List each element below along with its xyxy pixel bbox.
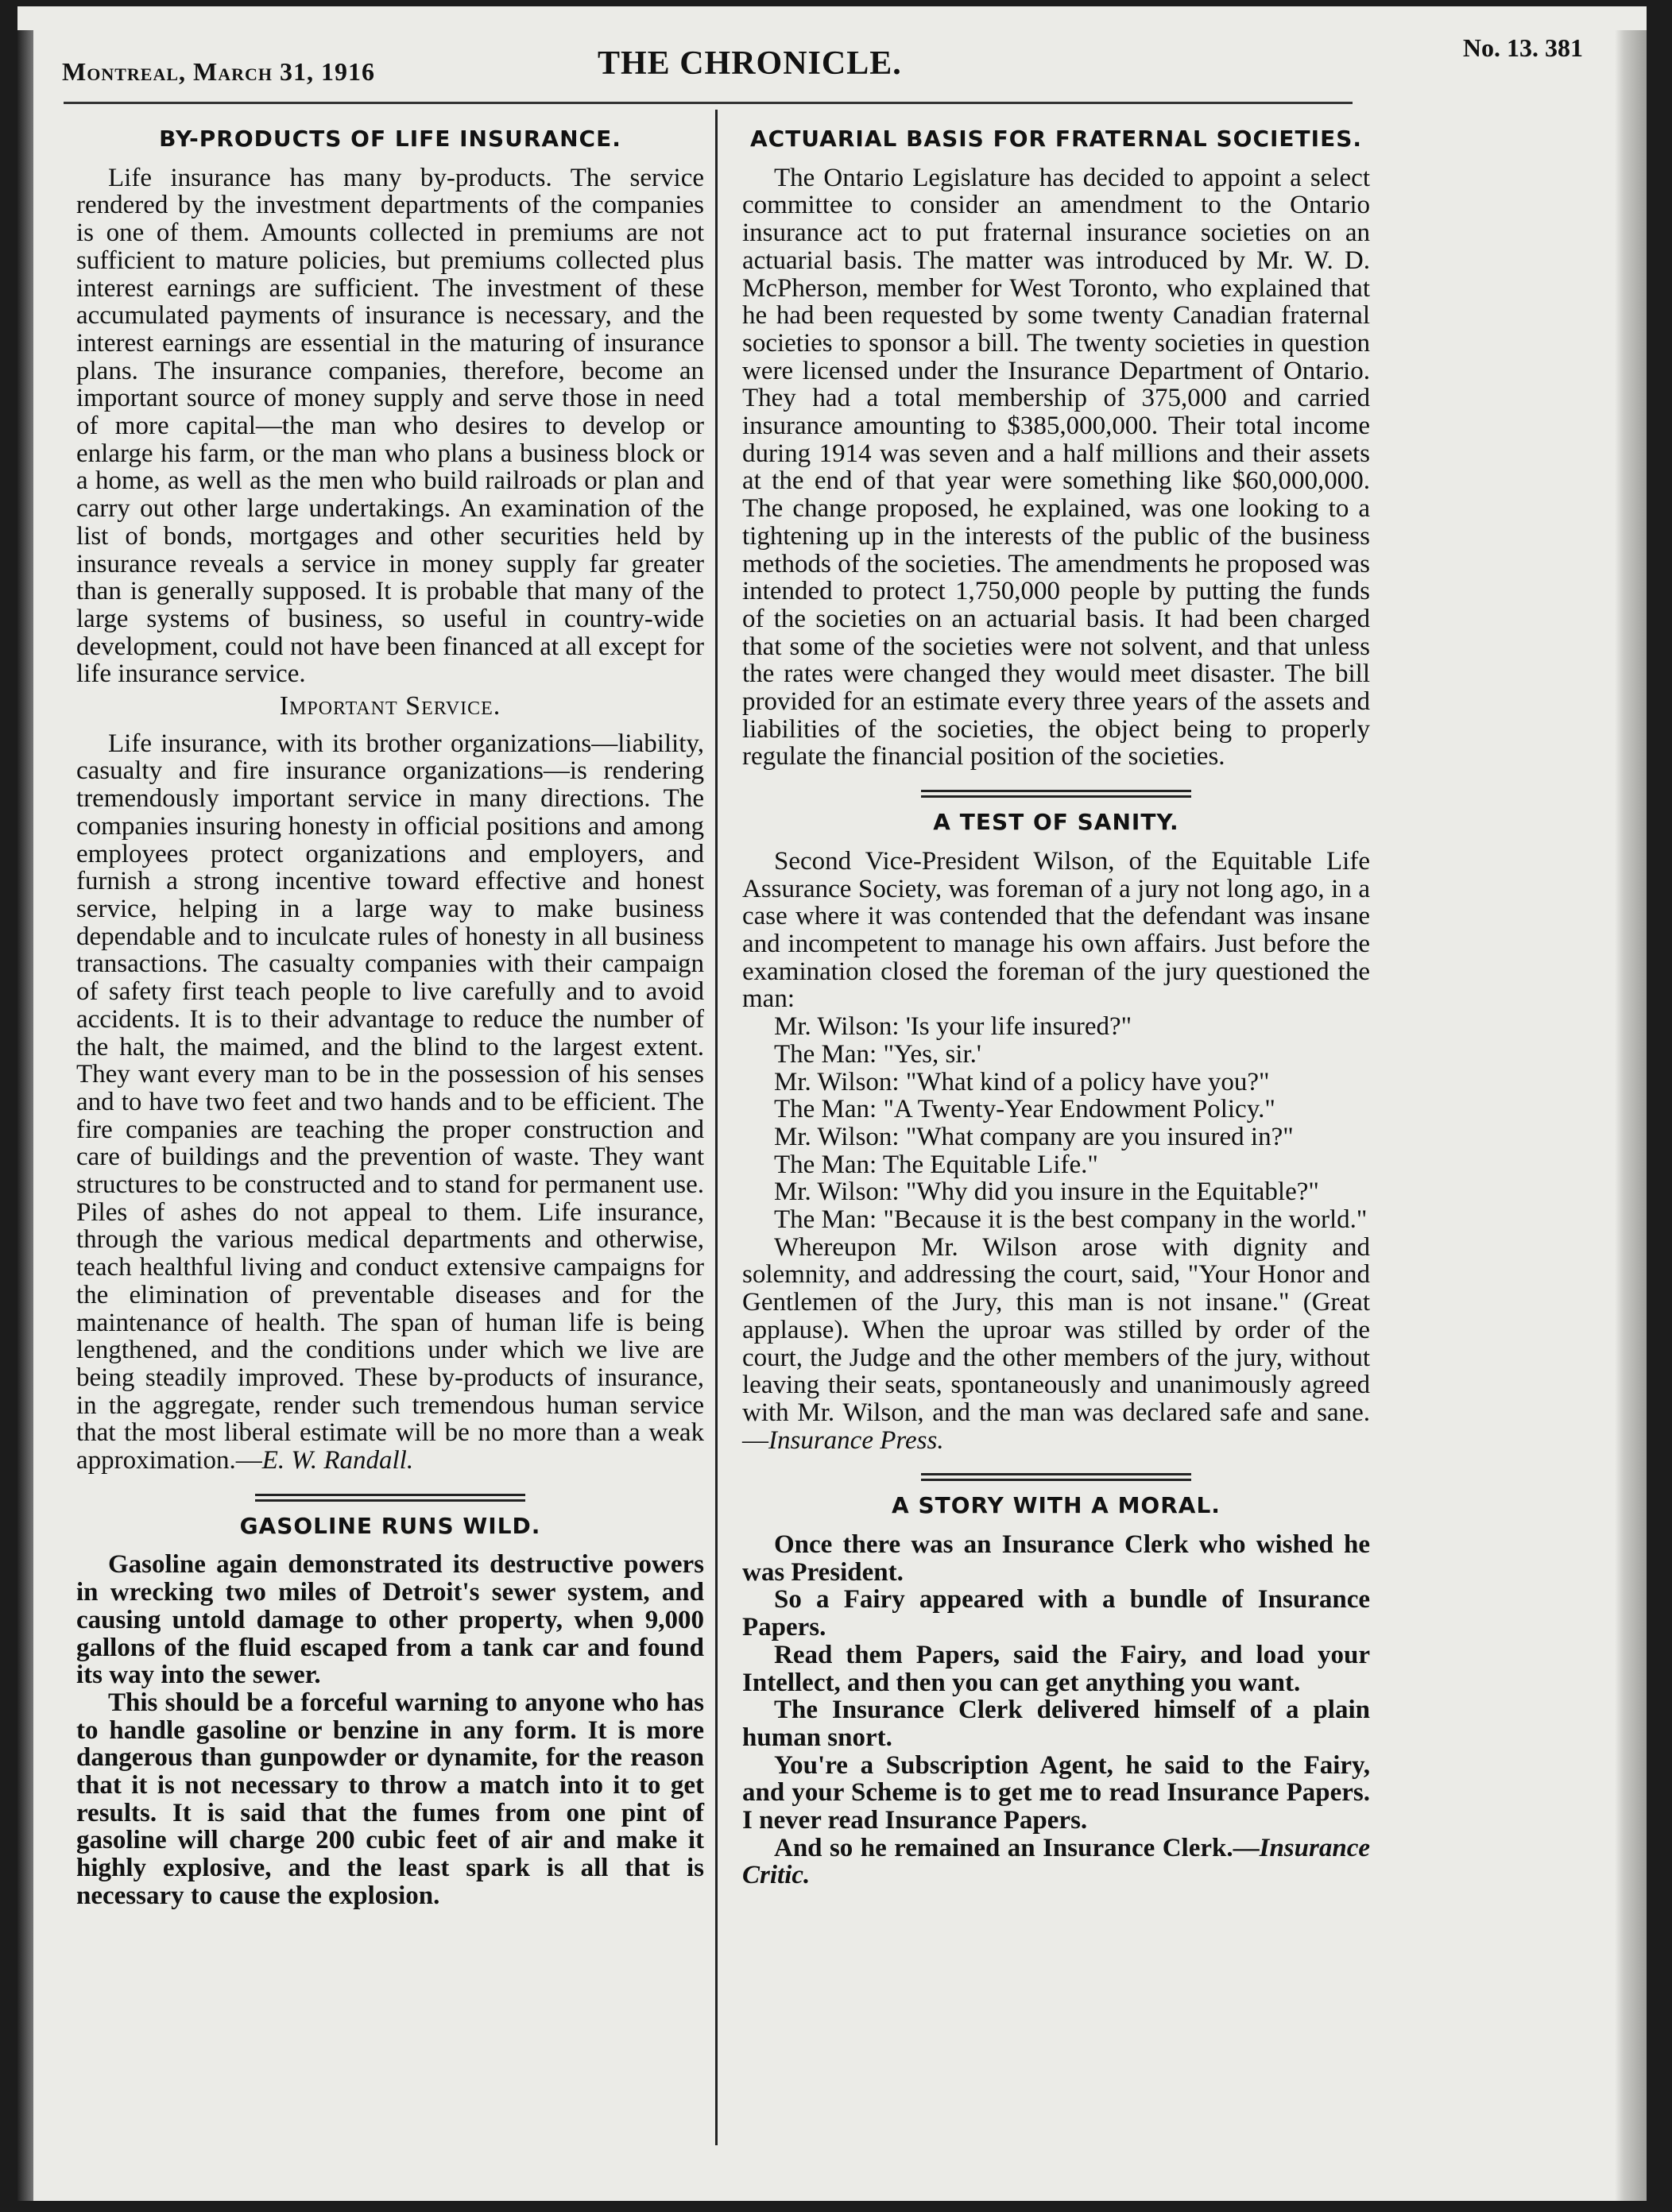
article-paragraph: You're a Subscription Agent, he said to the Fairy, and your Scheme is to get me to read Insurance Papers. I never read Insurance Papers. [742, 1750, 1370, 1835]
dialog-line: Mr. Wilson: "Why did you insure in the Equitable?" [774, 1178, 1319, 1207]
paragraph-text: And so he remained an Insurance Clerk.— [774, 1833, 1260, 1862]
paragraph-text: Whereupon Mr. Wilson arose with dignity and solemnity, and addressing the court, said, "Your Honor and Gentlemen of the Jury, this man is not insane." (Great applause). When the uproar was stilled by order of the court, the Judge and the other members of the jury, without leaving their seats, spontaneously and unanimously agreed with Mr. Wilson, and the man was declared safe and sane.— [742, 1232, 1370, 1455]
article-paragraph: Read them Papers, said the Fairy, and load your Intellect, and then you can get anything you want. [742, 1640, 1370, 1697]
article-subheading: Important Service. [279, 691, 501, 721]
page-left-edge [17, 30, 33, 2201]
article-title-sanity: A TEST OF SANITY. [933, 809, 1179, 836]
dialog-line: The Man: "A Twenty-Year Endowment Policy." [774, 1095, 1275, 1124]
dialog-line: Mr. Wilson: 'Is your life insured?" [774, 1012, 1132, 1042]
dialog-line: The Man: The Equitable Life." [774, 1150, 1098, 1179]
section-separator [255, 1494, 525, 1502]
header-rule [64, 102, 1353, 104]
section-separator [921, 1473, 1191, 1481]
dialog-line: The Man: "Because it is the best company in the world." [774, 1205, 1368, 1235]
article-paragraph: Once there was an Insurance Clerk who wished he was President. [742, 1530, 1370, 1587]
article-paragraph: Second Vice-President Wilson, of the Equitable Life Assurance Society, was foreman of a jury not long ago, in a case where it was contended that the defendant was insane and incompetent to manage his own affairs. Just before the examination closed the foreman of the jury questioned the man: [742, 846, 1370, 1014]
article-title-story: A STORY WITH A MORAL. [892, 1492, 1221, 1519]
gasoline-article-body [76, 1551, 704, 1909]
running-header [57, 29, 1615, 92]
dialog-line: Mr. Wilson: "What company are you insured in?" [774, 1122, 1294, 1151]
left-column [76, 126, 704, 2153]
article-paragraph [742, 1234, 1370, 1455]
right-column [742, 126, 1370, 2153]
article-paragraph: So a Fairy appeared with a bundle of Insurance Papers. [742, 1585, 1370, 1642]
header-masthead: THE CHRONICLE. [598, 45, 902, 82]
article-title-by-products: BY-PRODUCTS OF LIFE INSURANCE. [159, 126, 621, 152]
article-signature: Insurance Critic. [742, 1833, 1370, 1890]
story-article-body [742, 1531, 1370, 1889]
sanity-article-body [742, 848, 1370, 1454]
article-paragraph: The Insurance Clerk delivered himself of a plain human snort. [742, 1696, 1370, 1752]
newspaper-page [17, 6, 1647, 2201]
dialog-line: The Man: "Yes, sir.' [774, 1039, 981, 1069]
article-paragraph: The Ontario Legislature has decided to appoint a select committee to consider an amendment to the Ontario insurance act to put fraternal insurance societies on an actuarial basis. The matter was introduced by Mr. W. D. McPherson, member for West Toronto, who explained that he had been requested by some twenty Canadian fraternal societies to sponsor a bill. The twenty societies in question were licensed under the Insurance Department of Ontario. They had a total membership of 375,000 and carried insurance amounting to $385,000,000. Their total income during 1914 was seven and a half millions and their assets at the end of that year were something like $60,000,000. The change proposed, he explained, was one looking to a tightening up in the interests of the public of the business methods of the societies. The amendments he proposed was intended to protect 1,750,000 people by putting the funds of the societies on an actuarial basis. It had been charged that some of the societies were not solvent, and that unless the rates were changed they would meet disaster. The bill provided for an estimate every three years of the assets and liabilities of the societies, the object being to properly regulate the financial position of the societies. [742, 163, 1370, 771]
section-separator [921, 790, 1191, 798]
article-paragraph: Gasoline again demonstrated its destructive powers in wrecking two miles of Detroit's sewer system, and causing untold damage to other property, when 9,000 gallons of the fluid escaped from a tank car and found its way into the sewer. [76, 1550, 704, 1690]
header-dateline: Montreal, March 31, 1916 [62, 57, 375, 86]
article-paragraph: This should be a forceful warning to anyone who has to handle gasoline or benzine in any form. It is more dangerous than gunpowder or dynamite, for the reason that it is not necessary to throw a match into it to get results. It is said that the fumes from one pint of gasoline will charge 200 cubic feet of air and make it highly explosive, and the least spark is all that is necessary to cause the explosion. [76, 1688, 704, 1910]
article-paragraph [742, 1835, 1370, 1889]
paragraph-text: Life insurance, with its brother organizations—liability, casualty and fire insurance organizations—is rendering tremendously important service in many directions. The companies insuring honesty in official positions and among employees protect organizations and employers, and furnish a strong incentive toward effective and honest service, helping in a large way to make business dependable and to inculcate rules of honesty in all business transactions. The casualty companies with their campaign of safety first teach people to live carefully and to avoid accidents. It is to their advantage to reduce the number of the halt, the maimed, and the blind to the largest extent. They want every man to be in the possession of his senses and to have two feet and two hands and to be efficient. The fire companies are teaching the proper construction and care of buildings and the prevention of waste. They want structures to be constructed and to stand for permanent use. Piles of ashes do not appeal to them. Life insurance, through the various medical departments and otherwise, teach healthful living and conduct extensive campaigns for the elimination of preventable diseases and for the maintenance of health. The span of human life is being lengthened, and the conditions under which we live are being steadily improved. These by-products of insurance, in the aggregate, render such tremendous human service that the most liberal estimate will be no more than a weak approximation.— [76, 729, 704, 1475]
header-page-number: No. 13. 381 [1462, 33, 1583, 62]
article-signature: E. W. Randall. [261, 1446, 414, 1475]
article-signature: Insurance Press. [768, 1425, 944, 1455]
article-title-gasoline: GASOLINE RUNS WILD. [239, 1512, 541, 1539]
article-title-actuarial: ACTUARIAL BASIS FOR FRATERNAL SOCIETIES. [749, 126, 1363, 152]
column-divider [715, 110, 718, 2145]
article-paragraph [76, 730, 704, 1475]
dialog-line: Mr. Wilson: "What kind of a policy have you?" [774, 1067, 1270, 1096]
article-paragraph: Life insurance has many by-products. The service rendered by the investment departments of the companies is one of them. Amounts collected in premiums are not sufficient to mature policies, but premiums collected plus interest earnings are sufficient. The investment of these accumulated payments of insurance is necessary, and the interest earnings are essential in the maturing of insurance plans. The insurance companies, therefore, become an important source of money supply and serve those in need of more capital—the man who desires to develop or enlarge his farm, or the man who plans a business block or a home, as well as the men who build railroads or plan and carry out other large undertakings. An examination of the list of bonds, mortgages and other securities held by insurance reveals a service in money supply far greater than is generally supposed. It is probable that many of the large systems of business, so useful in country-wide development, could not have been financed at all except for life insurance service. [76, 163, 704, 689]
page-right-edge [1615, 30, 1647, 2201]
